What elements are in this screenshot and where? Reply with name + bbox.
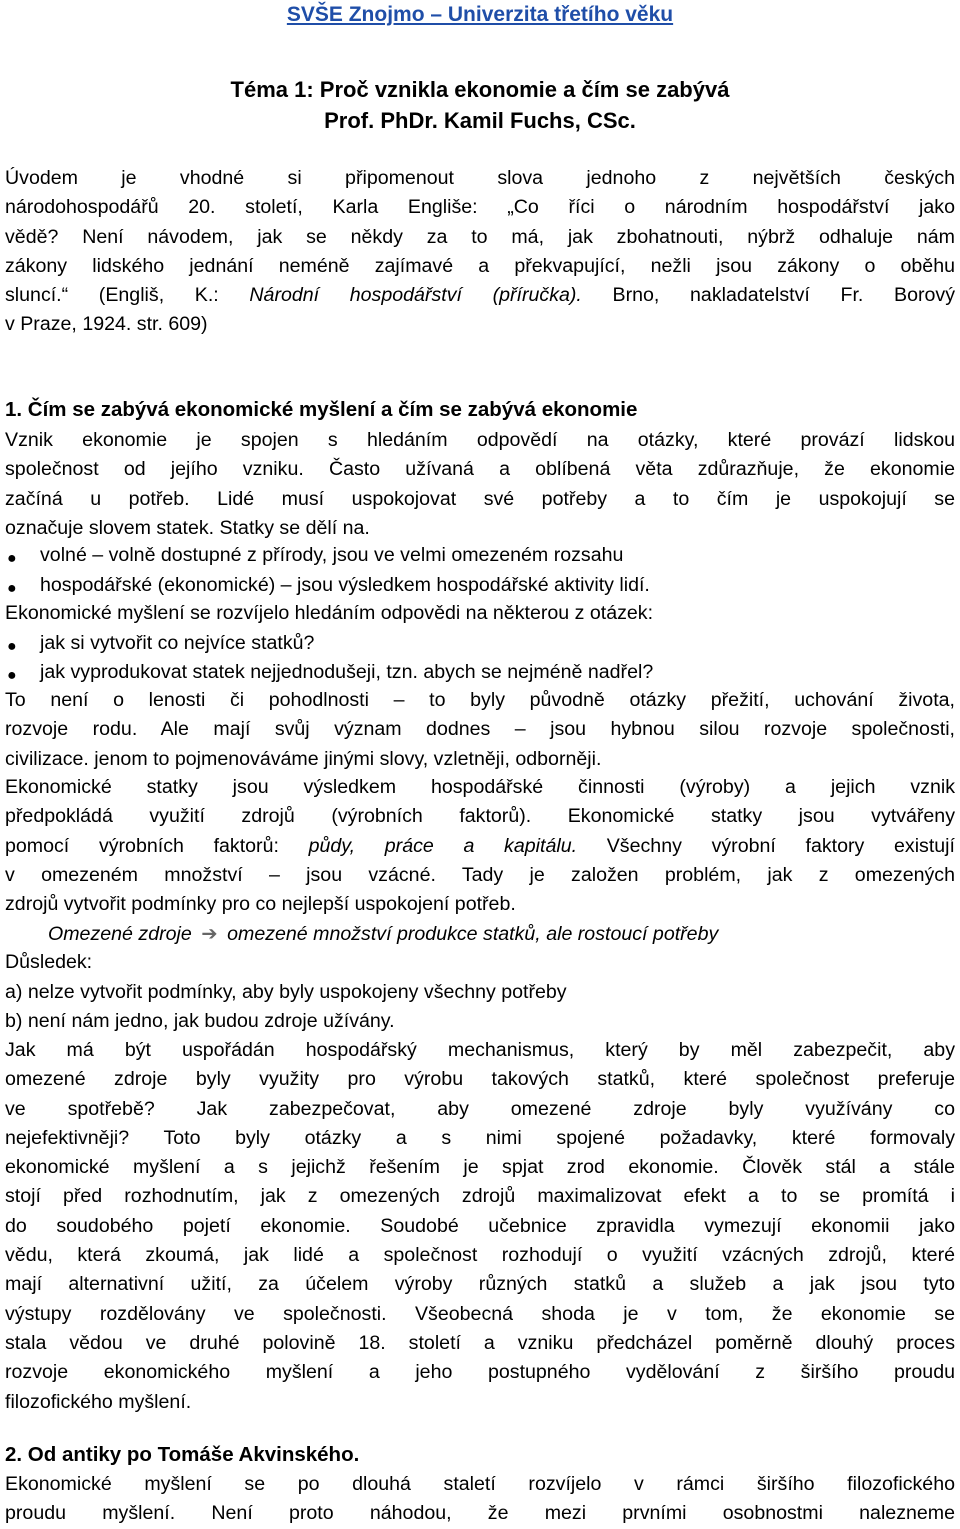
paragraph-line: proudu myšlení. Není proto náhodou, že mezi prvními osobnostmi nalezneme bbox=[5, 1502, 955, 1525]
section-1-paragraph bbox=[5, 1036, 955, 1417]
section-2-heading: 2. Od antiky po Tomáše Akvinského. bbox=[5, 1443, 360, 1466]
intro-citation-line bbox=[5, 281, 955, 310]
list-item-text: volné – volně dostupné z přírody, jsou ve velmi omezeném rozsahu bbox=[40, 544, 624, 566]
paragraph-line: začíná u potřeb. Lidé musí uspokojovat své potřeby a to čím je uspokojují se bbox=[5, 487, 955, 510]
paragraph-line: Ekonomické myšlení se rozvíjelo hledáním odpovědi na některou z otázek: bbox=[5, 602, 654, 624]
consequence-item-a: a) nelze vytvořit podmínky, aby byly uspokojeny všechny potřeby bbox=[5, 981, 567, 1003]
paragraph-line: Ekonomické statky jsou výsledkem hospodářské činnosti (výroby) a jejich vznik bbox=[5, 776, 955, 798]
list-item-text: jak si vytvořit co nejvíce statků? bbox=[40, 632, 315, 654]
intro-line: národohospodářů 20. století, Karla Engliše: „Co říci o národním hospodářství jako bbox=[5, 196, 955, 219]
paragraph-line: vědu, která zkoumá, jak lidé a společnost rozhodují o využití vzácných zdrojů, které bbox=[5, 1244, 955, 1267]
paragraph-line: nejefektivněji? Toto byly otázky a s nimi spojené požadavky, které formovaly bbox=[5, 1126, 955, 1149]
right-arrow-icon: ➔ bbox=[201, 923, 218, 945]
bullet-icon: ● bbox=[7, 667, 17, 684]
list-item-text: jak vyprodukovat statek nejjednodušeji, tzn. abych se nejméně nadřel? bbox=[40, 661, 654, 683]
paragraph-line: Vznik ekonomie je spojen s hledáním odpovědí na otázky, které provází lidskou bbox=[5, 429, 955, 451]
citation-publisher: Brno, nakladatelství Fr. Borový bbox=[581, 284, 955, 307]
paragraph-line: v omezeném množství – jsou vzácné. Tady je založen problém, jak z omezených bbox=[5, 863, 955, 886]
paragraph-line: ve spotřebě? Jak zabezpečovat, aby omezené zdroje byly využívány co bbox=[5, 1097, 955, 1120]
paragraph-line bbox=[5, 832, 955, 861]
bullet-icon: ● bbox=[7, 638, 17, 655]
paragraph-line: zdrojů vytvořit podmínky pro co nejlepší uspokojení potřeb. bbox=[5, 893, 516, 916]
scarcity-cause: Omezené zdroje bbox=[48, 923, 192, 945]
section-1-paragraph bbox=[5, 426, 955, 543]
paragraph-line: rozvoje rodu. Ale mají svůj význam dodnes – jsou hybnou silou rozvoje společnosti, bbox=[5, 718, 955, 741]
paragraph-line: rozvoje ekonomického myšlení a jeho postupného vydělování z širšího proudu bbox=[5, 1361, 955, 1384]
paragraph-line: omezené zdroje byly využity pro výrobu takových statků, které společnost preferuje bbox=[5, 1068, 955, 1091]
intro-line: zákony lidského jednání neméně zajímavé a překvapující, nežli jsou zákony o oběhu bbox=[5, 254, 955, 277]
paragraph-line: civilizace. jenom to pojmenováváme jinými slovy, vzletněji, odborněji. bbox=[5, 747, 602, 770]
paragraph-line: To není o lenosti či pohodlnosti – to byly původně otázky přežití, uchování života, bbox=[5, 689, 955, 711]
inline-text: pomocí výrobních faktorů: bbox=[5, 834, 309, 857]
paragraph-line: do soudobého pojetí ekonomie. Soudobé učebnice zpravidla vymezují ekonomii jako bbox=[5, 1214, 955, 1237]
paragraph-line: filozofického myšlení. bbox=[5, 1390, 192, 1413]
section-1-paragraph bbox=[5, 773, 955, 919]
paragraph-line: společnost od jejího vzniku. Často užívaná a oblíbená věta zdůrazňuje, že ekonomie bbox=[5, 458, 955, 481]
paragraph-line: Jak má být uspořádán hospodářský mechanismus, který by měl zabezpečit, aby bbox=[5, 1039, 955, 1061]
scarcity-statement bbox=[48, 922, 718, 946]
inline-text: Všechny výrobní faktory existují bbox=[577, 834, 955, 857]
consequence-item-b: b) není nám jedno, jak budou zdroje užívány. bbox=[5, 1010, 395, 1032]
citation-title: Národní hospodářství (příručka). bbox=[249, 284, 582, 307]
paragraph-line: stojí před rozhodnutím, jak z omezených zdrojů maximalizovat efekt a to se promítá i bbox=[5, 1185, 955, 1208]
topic-title: Téma 1: Proč vznikla ekonomie a čím se zabývá bbox=[230, 77, 730, 102]
section-2-paragraph bbox=[5, 1470, 955, 1529]
paragraph-line: předpokládá využití zdrojů (výrobních faktorů). Ekonomické statky jsou vytvářeny bbox=[5, 805, 955, 828]
paragraph-line: mají alternativní užití, za účelem výroby různých statků a služeb a jak jsou tyto bbox=[5, 1273, 955, 1296]
intro-line: vědě? Není návodem, jak se někdy za to má, jak zbohatnouti, nýbrž odhaluje nám bbox=[5, 225, 955, 248]
paragraph-line: stala vědou ve druhé polovině 18. století a vzniku předcházel poměrně dlouhý proces bbox=[5, 1331, 955, 1354]
intro-paragraph bbox=[5, 164, 955, 340]
scarcity-effect: omezené množství produkce statků, ale rostoucí potřeby bbox=[227, 923, 719, 945]
bullet-icon: ● bbox=[7, 580, 17, 597]
section-1-paragraph bbox=[5, 686, 955, 774]
factors-emphasis: půdy, práce a kapitálu. bbox=[308, 834, 578, 857]
list-item-text: hospodářské (ekonomické) – jsou výsledkem hospodářské aktivity lidí. bbox=[40, 574, 650, 596]
section-1-heading: 1. Čím se zabývá ekonomické myšlení a čím se zabývá ekonomie bbox=[5, 398, 638, 421]
paragraph-line: Ekonomické myšlení se po dlouhá staletí rozvíjelo v rámci širšího filozofického bbox=[5, 1473, 955, 1495]
author-line: Prof. PhDr. Kamil Fuchs, CSc. bbox=[324, 108, 636, 133]
paragraph-line: označuje slovem statek. Statky se dělí na. bbox=[5, 516, 370, 539]
consequence-label: Důsledek: bbox=[5, 951, 93, 973]
paragraph-line: výstupy rozdělovány ve společnosti. Všeobecná shoda je v tom, že ekonomie se bbox=[5, 1302, 955, 1325]
intro-line: v Praze, 1924. str. 609) bbox=[5, 313, 208, 336]
intro-line: Úvodem je vhodné si připomenout slova jednoho z největších českých bbox=[5, 167, 955, 189]
institution-header: SVŠE Znojmo – Univerzita třetího věku bbox=[286, 3, 674, 26]
paragraph-line: ekonomické myšlení a s jejichž řešením je spjat zrod ekonomie. Člověk stál a stále bbox=[5, 1156, 955, 1179]
citation-author: sluncí.“ (Engliš, K.: bbox=[5, 284, 250, 307]
bullet-icon: ● bbox=[7, 550, 17, 567]
